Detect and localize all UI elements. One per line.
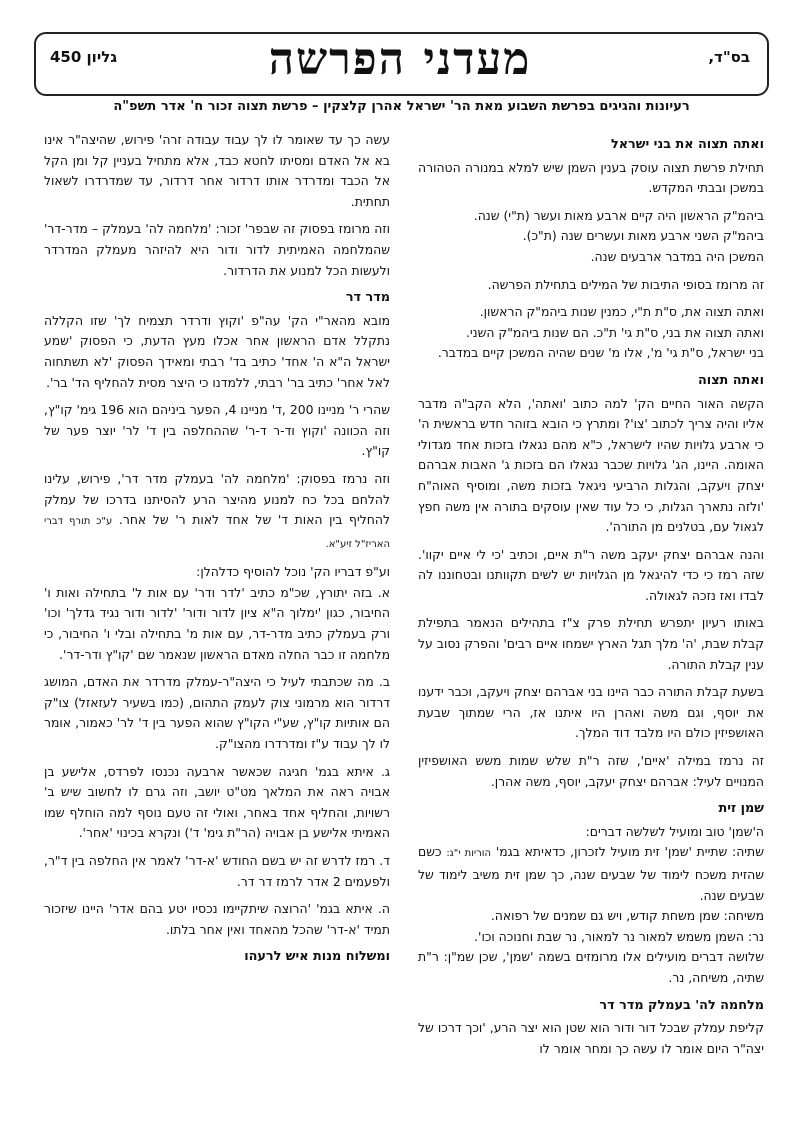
paragraph: ה. איתא בגמ' 'הרוצה שיתקיימו נכסיו יטע בהם אדר' היינו שיזכור תמיד 'א-דר' שהכל מהאחד ואין אחר בלתו. [44, 901, 390, 937]
bsd-mark: בס"ד, [708, 48, 750, 66]
paragraph: שהרי ר' מניינו 200 ,ד' מניינו 4, הפער ביניהם הוא 196 גימ' קו"ץ, וזה הכוונה 'וקוץ וד-ר ד-ר' שההחלפה בין ד' לר' יוצר פער של קו"ץ. [44, 402, 390, 459]
paragraph: ג. איתא בגמ' חגיגה שכאשר ארבעה נכנסו לפרדס, אלישע בן אבויה ראה את המלאך מט"ט יושב, וזה גרם לו לחשוב שיש ב' רשויות, והחליף אחד באחר, ואולי זה טעם נוסף למה הוחלף שמו האמיתי אלישע בן אבויה (הר"ת גימ' ד') ונקרא בכינוי 'אחר'. [44, 763, 390, 841]
paragraph: נר: השמן משמש למאור נר למאור, נר שבת וחנוכה וכו'. [474, 928, 764, 944]
paragraph: וזה מרומז בפסוק זה שבפר' זכור: 'מלחמה לה' בעמלק – מדר-דר' שהמלחמה האמיתית לדור ודור היא להיזהר מעמלק המדרדר ולעשות הכל למנוע את הדרדור. [44, 221, 390, 278]
paragraph: עשה כך עד שאומר לו לך עבוד עבודה זרה' פירוש, שהיצה"ר אינו בא אל האדם ומסיתו לחטא כבד, אלא מתחיל בעניין קל ומן הקל אל הכבד ומדרדר אותו דרדור אחר דרדור, עד שמדרדרו לשאול תחתית. [44, 132, 390, 209]
paragraph: ב. מה שכתבתי לעיל כי היצה"ר-עמלק מדרדר את האדם, המושג דרדור הוא מרמוני צוק לעמק התהום, (כמו בשעיר לעזאזל) צו"ק הם אותיות קו"ץ, שע"י הקו"ץ שהוא הפער בין ד' לר' כאמור, אומר לו לך עבוד ע"ז ומדרדרו מהצו"ק. [44, 674, 390, 752]
paragraph: ביהמ"ק השני ארבע מאות ועשרים שנה (ת"כ). [522, 228, 764, 244]
issue-number: גליון 450 [50, 48, 118, 66]
paragraph: שלושה דברים מועילים אלו מרומזים בשמה 'שמן', שכן שמ"ן: ר"ת שתיה, משיחה, נר. [418, 949, 764, 985]
paragraph: זה מרומז בסופי התיבות של המילים בתחילת הפרשה. [487, 276, 764, 292]
right-column [418, 130, 764, 1066]
paragraph-text: כשם שהזית משכח לימוד של שבעים שנה, כך שמן זית משיב לימוד של שבעים שנה. [418, 844, 764, 903]
paragraph: בני ישראל, ס"ת גי' מ', אלו מ' שנים שהיה המשכן קיים במדבר. [437, 345, 764, 361]
paragraph: המשכן היה במדבר ארבעים שנה. [590, 248, 764, 264]
newsletter-title: מעדני הפרשה [268, 34, 532, 85]
paragraph: וע"פ דבריו הק' נוכל להוסיף כדלהלן: [196, 564, 390, 580]
paragraph: ואתה תצוה את, ס"ת ת"י, כמנין שנות ביהמ"ק הראשון. [479, 304, 764, 320]
paragraph: תחילת פרשת תצוה עוסק בענין השמן שיש למלא במנורה הטהורה במשכן ובבתי המקדש. [418, 159, 764, 196]
paragraph-text: וזה נרמז בפסוק: 'מלחמה לה' בעמלק מדר דר', פירוש, עלינו להלחם בכל כח למנוע מהיצר הרע להסיתנו בדרכו של עמלק להחליף בין האות ד' של אחד לאות ר' של אחר. [44, 470, 390, 528]
paragraph: א. בזה יתורץ, שכ"מ כתיב 'לדר ודר' עם אות ל' בתחילה ואות ו' החיבור, כגון 'ימלוך ה"א ציון לדור ודור' 'לדור ודור נגיד גדלך' וכו' ורק בעמלק כתיב מדר-דר, עם אות מ' בתחילה ובלי ו' החיבור, כי מלחמה זו כבר החלה מאדם הראשון שנאמר שם 'קו"ץ ודר-דר'. [44, 584, 390, 662]
paragraph: ד. רמז לדרש זה יש בשם החודש 'א-דר' לאמר אין החלפה בין ד"ר, ולפעמים 2 אדר לרמז דר דר. [44, 853, 390, 889]
section-heading: ואתה תצוה את בני ישראל [610, 137, 764, 152]
paragraph: משיחה: שמן משחת קודש, ויש גם שמנים של רפואה. [490, 908, 764, 924]
paragraph: ואתה תצוה את בני, ס"ת גי' ת"כ. הם שנות ביהמ"ק השני. [465, 324, 764, 340]
paragraph: ה'שמן' טוב ומועיל לשלשה דברים: [585, 823, 764, 839]
citation: הוריות י"ג: [446, 848, 492, 860]
paragraph: קליפת עמלק שבכל דור ודור הוא שטן הוא יצר הרע, 'וכך דרכו של יצה"ר היום אומר לו עשה כך ומחר אומר לו [418, 1020, 764, 1056]
paragraph: באותו רעיון יתפרש תחילת פרק צ"ז בתהילים הנאמר בתפילת קבלת שבת, 'ה' מלך תגל הארץ ישמחו איים רבים' והפרק נסוב על ענין קבלת התורה. [418, 615, 764, 672]
section-heading: מלחמה לה' בעמלק מדר דר [599, 997, 764, 1013]
section-heading: שמן זית [718, 801, 764, 817]
paragraph: מובא מהאר"י הק' עה"פ 'וקוץ ודרדר תצמיח לך' שזו הקללה נתקלל אדם הראשון אחר אכלו מעץ הדעת, כי הפסוק 'שמע ישראל ה"א ה' אחד' כתיב בד' רבתי ומאידך הפסוק 'לא תשתחוה לאל אחר' כתיב בר' רבתי, ללמדנו כי היצר מסית להחליף הד' בר'. [44, 312, 390, 390]
paragraph: ביהמ"ק הראשון היה קיים ארבע מאות ועשר (ת"י) שנה. [473, 207, 764, 223]
section-heading: מדר דר [345, 290, 390, 306]
paragraph: זה נרמז במילה 'איים', שזה ר"ת שלש שמות משש האושפיזין המנויים לעיל: אברהם יצחק יעקב, יוסף, משה אהרן. [418, 753, 764, 789]
section-heading: ואתה תצוה [698, 372, 764, 388]
paragraph [418, 842, 764, 906]
subtitle: רעיונות והגיגים בפרשת השבוע מאת הר' ישראל אהרן קלצקין – פרשת תצוה זכור ח' אדר תשפ"ה [113, 99, 690, 114]
section-heading: ומשלוח מנות איש לרעהו [244, 949, 390, 965]
paragraph-text: שתיה: שתיית 'שמן' זית מועיל לזכרון, כדאיתא בגמ' [495, 844, 764, 860]
paragraph [44, 469, 390, 555]
paragraph: הקשה האור החיים הק' למה כתוב 'ואתה', הלא הקב"ה מדבר אליו והיה צריך לכתוב 'צו'? ומתרץ כי הובא בזוהר חדש בראשית ה' כי ארבע גלויות שהיו לישראל, כ"א מהם נגאלו בזכות אחד מגדולי האומה. היינו, הג' גלויות שכבר נגאלו הם בזכות ג' האבות אברהם יצחק ויעקב, והגלות הרביעי ניגאל בזכות משה, ומוסיף האוה"ח 'ולזה נתארך הגלות, כי כל עוד שאין עוסקים בתורה אין משה חפץ לגאול עם, בטלנים מן התורה'. [418, 395, 764, 535]
paragraph: בשעת קבלת התורה כבר היינו בני אברהם יצחק ויעקב, וכבר ידענו את יוסף, וגם משה ואהרן היו איתנו אז, הרי שמתוך שבעת האושפיזין כולם היו מלבד דוד המלך. [418, 684, 764, 741]
left-column [44, 130, 390, 970]
paragraph: והנה אברהם יצחק יעקב משה ר"ת איים, וכתיב 'כי לי איים יקוו'. שזה רמז כי כדי להיגאל מן הגלויות יש לשים תקוותנו ובטחוננו לה לבדו ואז נזכה לגאולה. [418, 546, 764, 603]
citation: ע"כ תורף דברי האריז"ל זיע"א. [44, 516, 390, 550]
